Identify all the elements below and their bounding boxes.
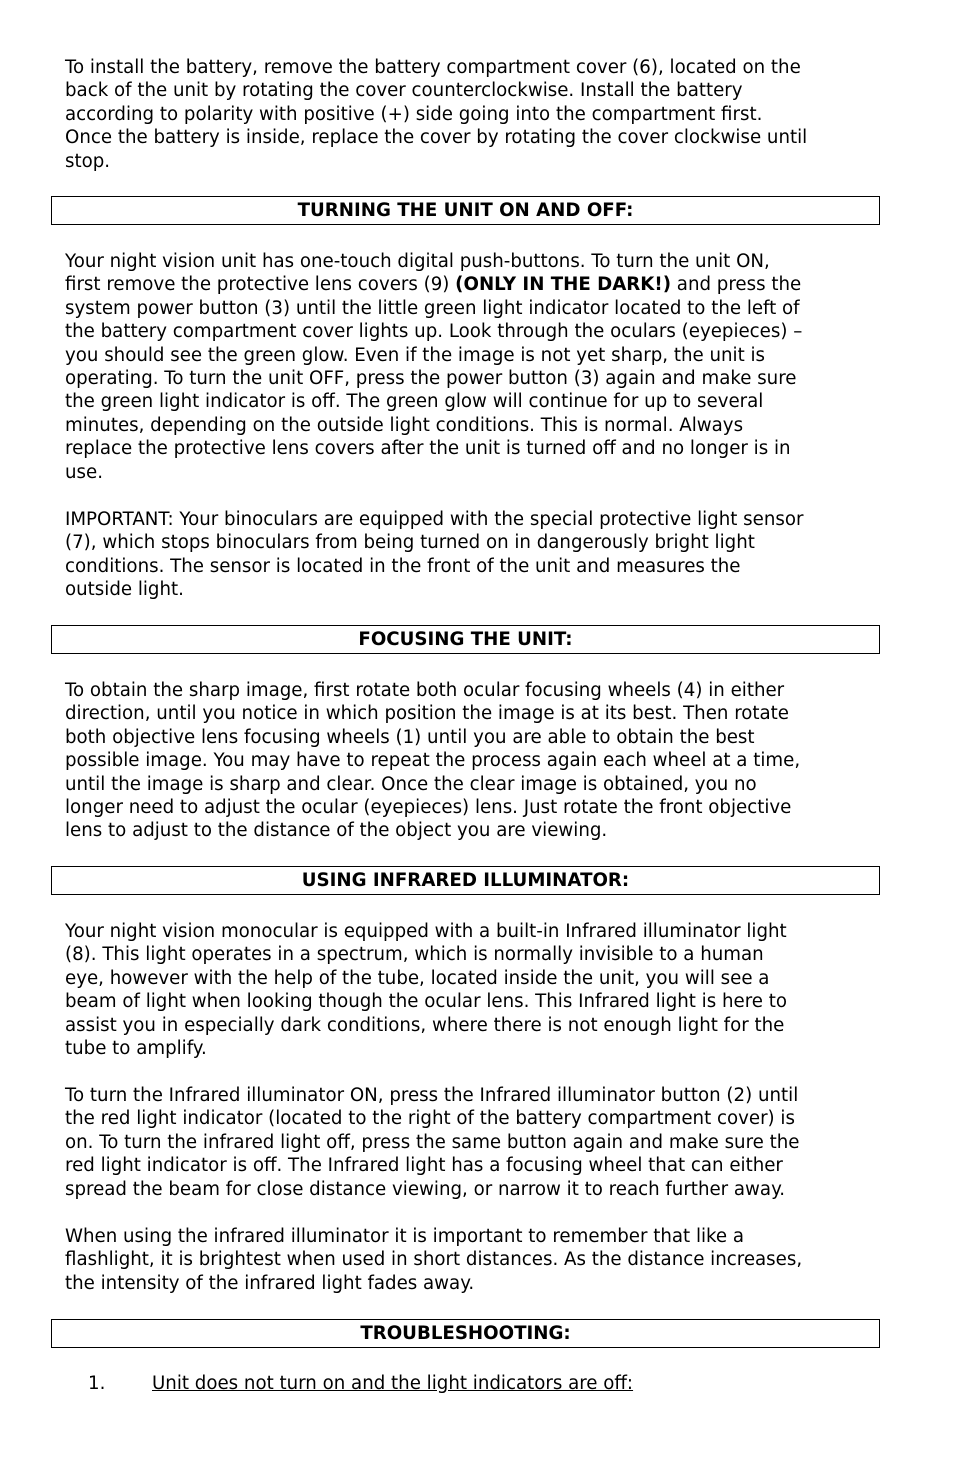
- text-line: back of the unit by rotating the cover counterclockwise. Install the battery: [65, 80, 743, 102]
- text-line: eye, however with the help of the tube, located inside the unit, you will see a: [65, 967, 770, 989]
- text-line: system power button (3) until the little green light indicator located to the left of: [65, 297, 800, 319]
- text-line: minutes, depending on the outside light conditions. This is normal. Always: [65, 414, 744, 436]
- text-line: To install the battery, remove the battery compartment cover (6), located on the: [65, 57, 801, 78]
- text-line: Your night vision unit has one-touch digital push-buttons. To turn the unit ON,: [65, 251, 770, 272]
- text-line: operating. To turn the unit OFF, press the power button (3) again and make sure: [65, 368, 797, 390]
- text-line: on. To turn the infrared light off, press the same button again and make sure the: [65, 1131, 800, 1153]
- section-heading-focusing: FOCUSING THE UNIT:: [51, 625, 880, 654]
- list-number: 1.: [88, 1373, 106, 1394]
- infrared-distance-paragraph: [65, 1225, 885, 1295]
- section-heading-troubleshooting: TROUBLESHOOTING:: [51, 1319, 880, 1348]
- text-run: and press the: [671, 274, 802, 296]
- text-line: assist you in especially dark conditions, where there is not enough light for the: [65, 1014, 785, 1036]
- text-line: direction, until you notice in which position the image is at its best. Then rotate: [65, 703, 790, 725]
- text-line: [65, 273, 885, 296]
- text-line: you should see the green glow. Even if the image is not yet sharp, the unit is: [65, 344, 766, 366]
- text-line: until the image is sharp and clear. Once the clear image is obtained, you no: [65, 773, 757, 795]
- infrared-on-paragraph: [65, 1084, 885, 1201]
- on-off-paragraph: [65, 250, 885, 484]
- text-line: conditions. The sensor is located in the front of the unit and measures the: [65, 555, 741, 577]
- text-line: To turn the Infrared illuminator ON, press the Infrared illuminator button (2) until: [65, 1085, 799, 1106]
- text-line: (8). This light operates in a spectrum, which is normally invisible to a human: [65, 944, 764, 966]
- text-line: the green light indicator is off. The green glow will continue for up to several: [65, 391, 764, 413]
- section-heading-infrared: USING INFRARED ILLUMINATOR:: [51, 866, 880, 895]
- infrared-intro-paragraph: [65, 920, 885, 1060]
- text-line: beam of light when looking though the ocular lens. This Infrared light is here to: [65, 991, 788, 1013]
- important-paragraph: [65, 508, 885, 602]
- text-line: lens to adjust to the distance of the object you are viewing.: [65, 820, 608, 842]
- text-line: flashlight, it is brightest when used in short distances. As the distance increases,: [65, 1249, 803, 1271]
- text-line: When using the infrared illuminator it is important to remember that like a: [65, 1226, 745, 1247]
- text-line: use.: [65, 461, 103, 483]
- dark-warning-bold: (ONLY IN THE DARK!): [455, 274, 672, 296]
- text-line: Once the battery is inside, replace the cover by rotating the cover clockwise until: [65, 127, 808, 149]
- text-line: both objective lens focusing wheels (1) until you are able to obtain the best: [65, 726, 755, 748]
- text-line: (7), which stops binoculars from being turned on in dangerously bright light: [65, 532, 755, 554]
- text-line: spread the beam for close distance viewing, or narrow it to reach further away.: [65, 1178, 786, 1200]
- text-run: first remove the protective lens covers (9): [65, 274, 456, 296]
- text-line: according to polarity with positive (+) side going into the compartment first.: [65, 103, 763, 125]
- section-heading-on-off: TURNING THE UNIT ON AND OFF:: [51, 196, 880, 225]
- text-line: red light indicator is off. The Infrared light has a focusing wheel that can either: [65, 1155, 783, 1177]
- text-line: stop.: [65, 150, 111, 172]
- text-line: the battery compartment cover lights up. Look through the oculars (eyepieces) –: [65, 321, 803, 343]
- focusing-paragraph: [65, 679, 885, 843]
- text-line: longer need to adjust the ocular (eyepieces) lens. Just rotate the front objective: [65, 797, 792, 819]
- text-line: Your night vision monocular is equipped with a built-in Infrared illuminator light: [65, 921, 787, 942]
- text-line: possible image. You may have to repeat the process again each wheel at a time,: [65, 750, 801, 772]
- text-line: outside light.: [65, 579, 184, 601]
- battery-install-paragraph: [65, 56, 885, 173]
- text-line: tube to amplify.: [65, 1038, 207, 1060]
- list-item-title: Unit does not turn on and the light indicators are off:: [152, 1373, 634, 1394]
- text-line: IMPORTANT: Your binoculars are equipped with the special protective light sensor: [65, 509, 804, 530]
- text-line: replace the protective lens covers after the unit is turned off and no longer is in: [65, 438, 791, 460]
- text-line: To obtain the sharp image, first rotate both ocular focusing wheels (4) in either: [65, 680, 785, 701]
- text-line: the intensity of the infrared light fades away.: [65, 1272, 475, 1294]
- text-line: the red light indicator (located to the right of the battery compartment cover) is: [65, 1108, 795, 1130]
